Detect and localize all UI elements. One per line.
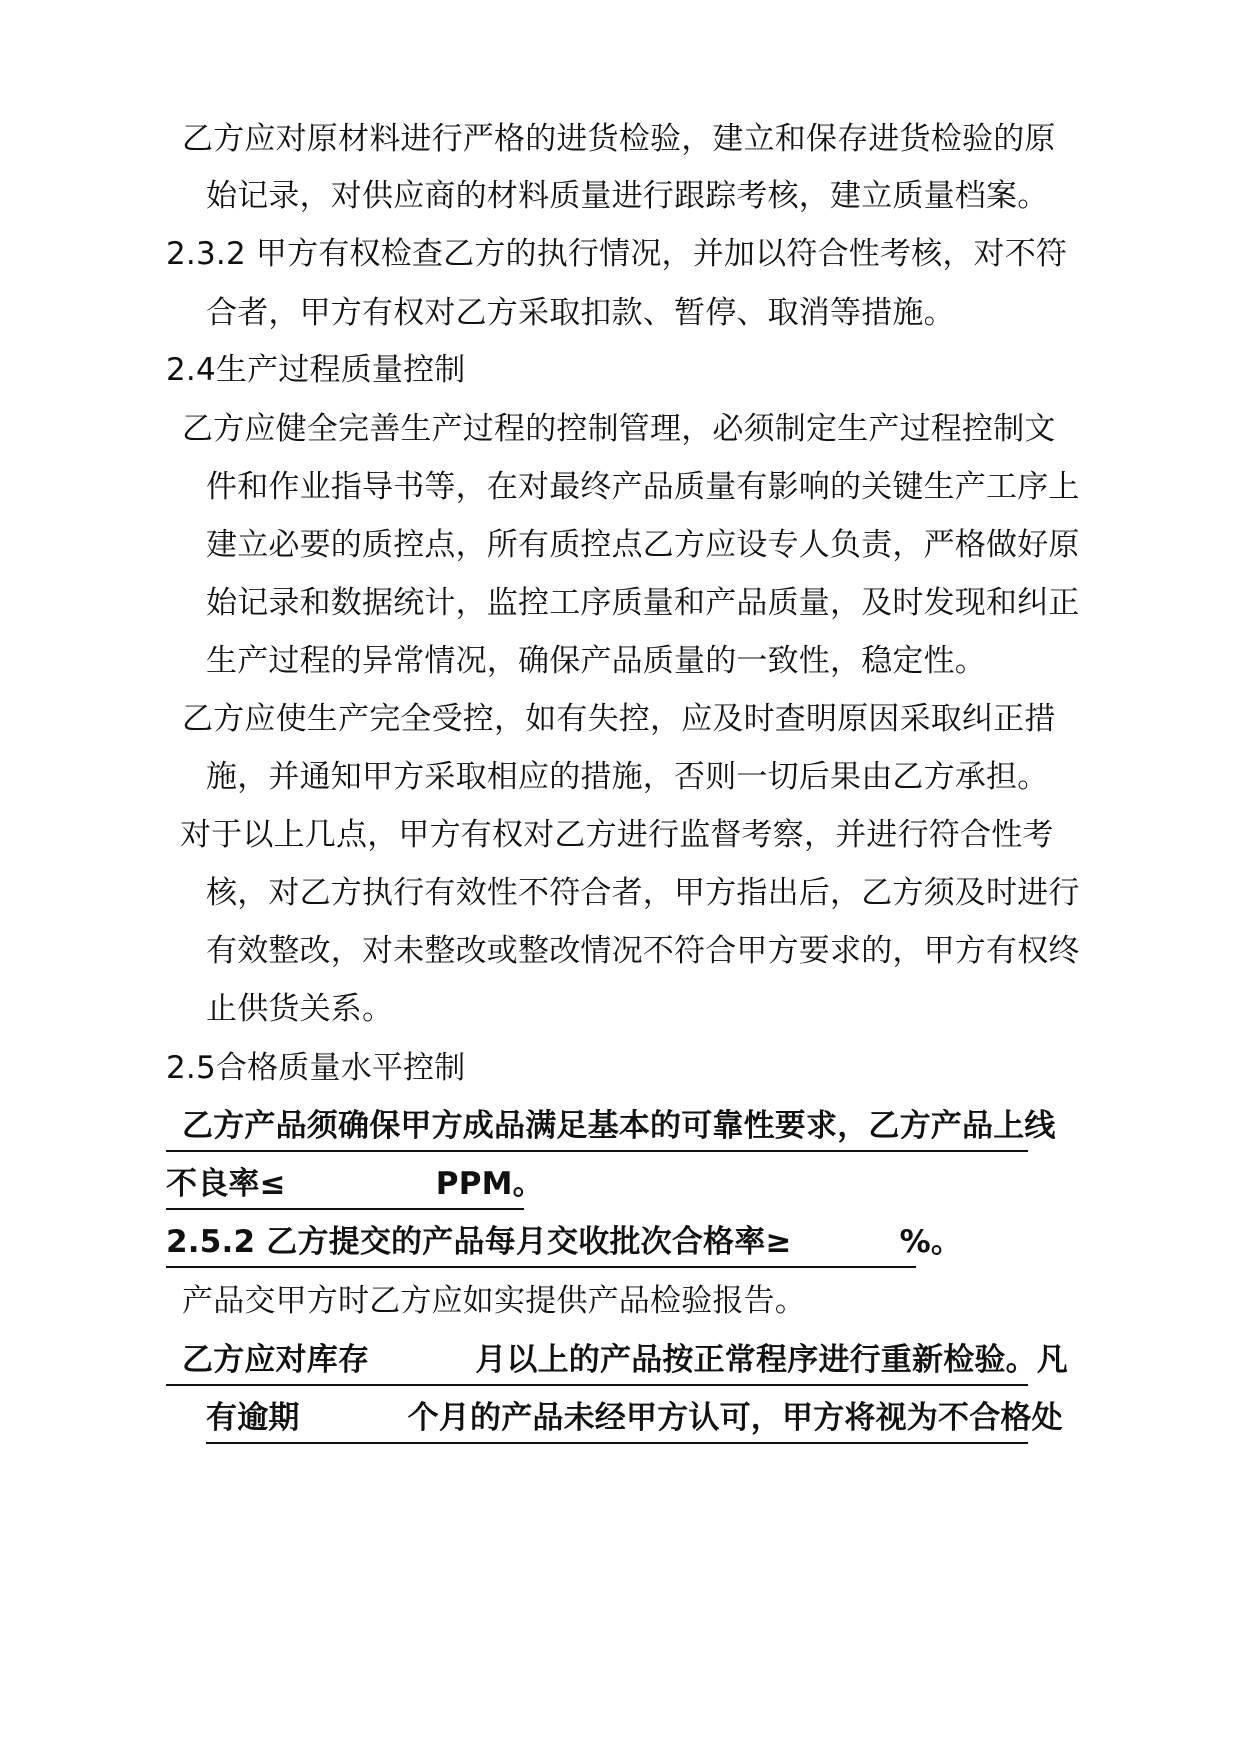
p9-line2 [206,1398,1063,1444]
p7-suffix: %。 [899,1224,963,1260]
p5-line2: 核，对乙方执行有效性不符合者，甲方指出后，乙方须及时进行 [206,875,1080,911]
p6-line2-prefix: 不良率≤ [166,1166,286,1202]
p2-line2: 合者，甲方有权对乙方采取扣款、暂停、取消等措施。 [206,295,955,331]
p9-line1-prefix: 乙方应对库存 [182,1342,370,1378]
section-heading-2-4: 2.4生产过程质量控制 [166,352,466,388]
p6-line2-suffix: PPM。 [435,1166,544,1202]
p6-line1 [166,1106,1056,1152]
p6-line1-text: 乙方产品须确保甲方成品满足基本的可靠性要求，乙方产品上线 [182,1108,1056,1144]
p1-line1: 乙方应对原材料进行严格的进货检验，建立和保存进货检验的原 [182,121,1056,157]
p4-line1: 乙方应使生产完全受控，如有失控，应及时查明原因采取纠正措 [182,701,1056,737]
p3-line4: 始记录和数据统计，监控工序质量和产品质量，及时发现和纠正 [206,585,1080,621]
p3-line1: 乙方应健全完善生产过程的控制管理，必须制定生产过程控制文 [182,411,1056,447]
p6-line2 [166,1164,544,1210]
p9-line1 [166,1340,1069,1386]
p3-line5: 生产过程的异常情况，确保产品质量的一致性，稳定性。 [206,643,986,679]
p5-line1: 对于以上几点，甲方有权对乙方进行监督考察，并进行符合性考 [180,817,1054,853]
p8-line: 产品交甲方时乙方应如实提供产品检验报告。 [182,1283,806,1319]
p1-line2: 始记录，对供应商的材料质量进行跟踪考核，建立质量档案。 [206,178,1049,214]
p2-line1: 2.3.2 甲方有权检查乙方的执行情况，并加以符合性考核，对不符 [166,236,1068,272]
p9-line2-prefix: 有逾期 [206,1400,300,1436]
p7-line [166,1222,963,1268]
p5-line3: 有效整改，对未整改或整改情况不符合甲方要求的，甲方有权终 [206,933,1080,969]
p4-line2: 施，并通知甲方采取相应的措施，否则一切后果由乙方承担。 [206,759,1049,795]
p9-line2-suffix: 个月的产品未经甲方认可，甲方将视为不合格处 [407,1400,1063,1436]
p9-line1-suffix: 月以上的产品按正常程序进行重新检验。凡 [475,1342,1069,1378]
p3-line3: 建立必要的质控点，所有质控点乙方应设专人负责，严格做好原 [206,527,1080,563]
section-heading-2-5: 2.5合格质量水平控制 [166,1050,466,1086]
p7-prefix: 2.5.2 乙方提交的产品每月交收批次合格率≥ [166,1224,792,1260]
p5-line4: 止供货关系。 [206,991,394,1027]
p3-line2: 件和作业指导书等，在对最终产品质量有影响的关键生产工序上 [206,469,1080,505]
